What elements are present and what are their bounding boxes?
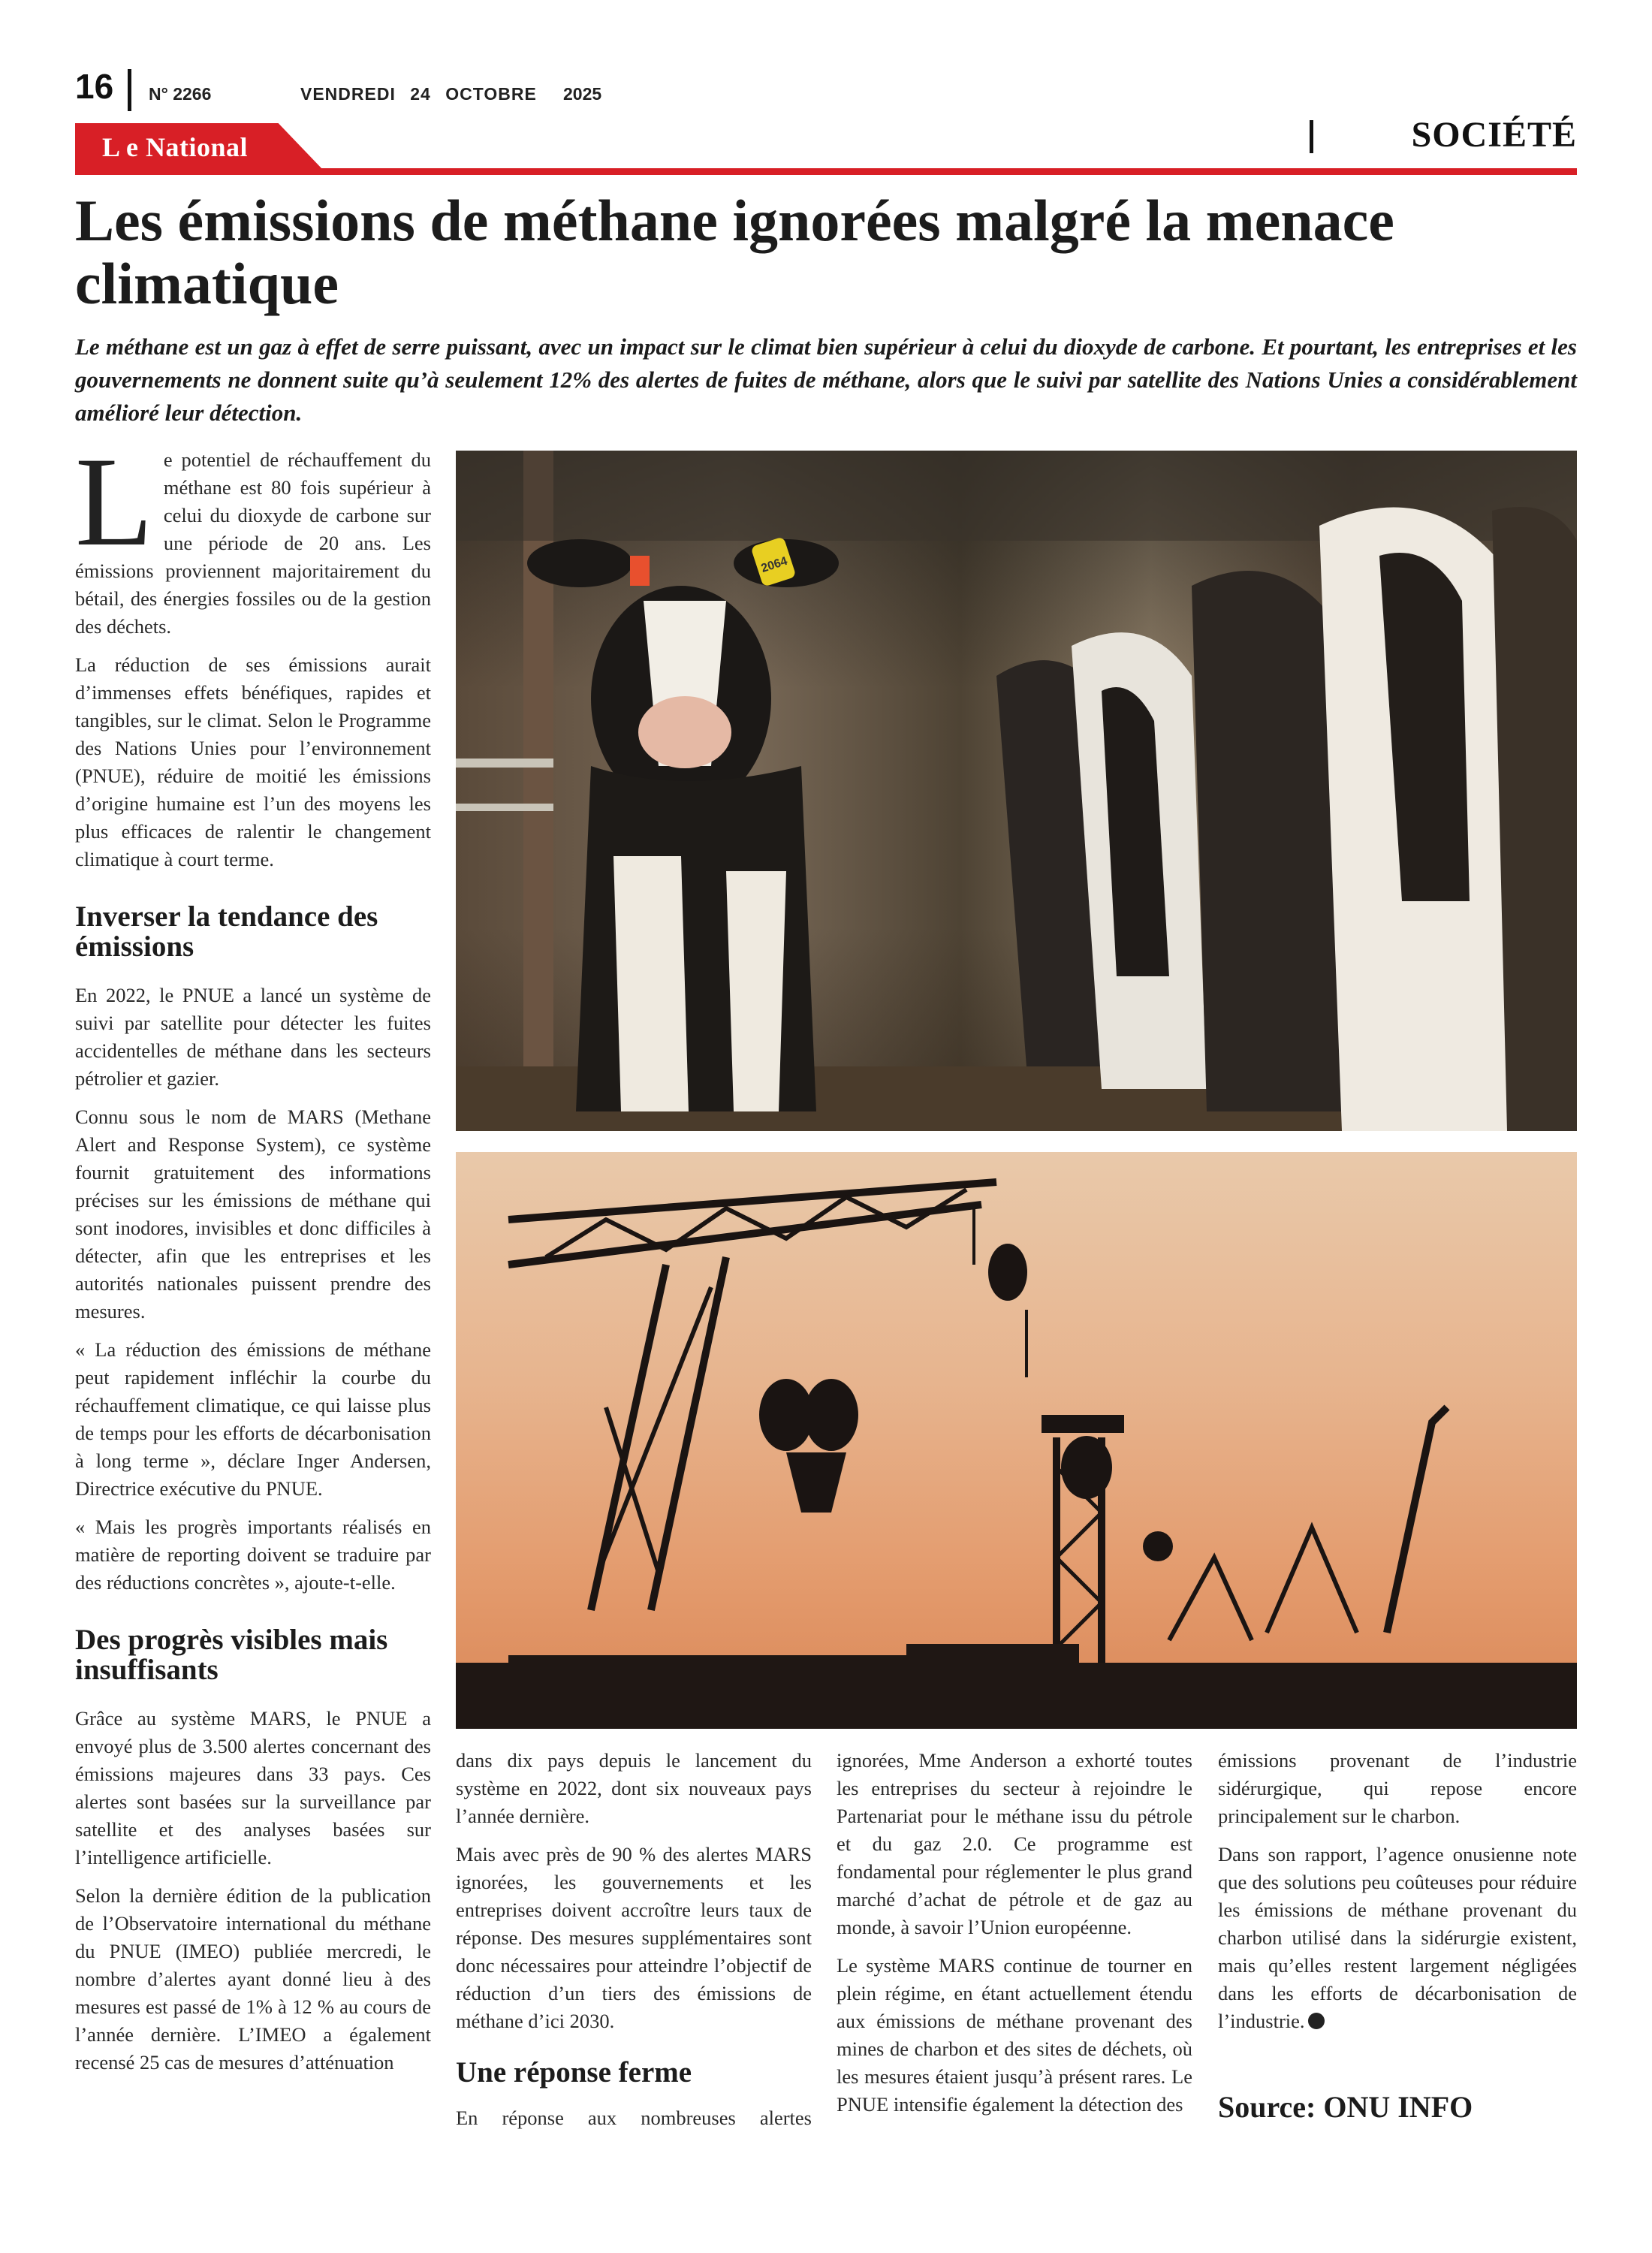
cow-muzzle <box>638 696 731 768</box>
grab-bucket <box>786 1452 846 1513</box>
cows-photo-illustration <box>456 451 1577 1131</box>
paragraph: En réponse aux nombreuses alertes <box>456 2107 812 2129</box>
crane-silhouettes <box>508 1182 1447 1670</box>
column-4 <box>1218 1747 1577 2046</box>
paragraph: ignorées, Mme Anderson a exhorté toutes les entreprises du secteur à rejoindre le Partenariat pour le méthane issu du pétrole et du gaz 2.0. Ce programme est fondamental pour réglementer le plus grand marché d’achat de pétrole et de gaz au monde, à savoir l’Union européenne. <box>837 1749 1192 1938</box>
section-divider <box>1310 120 1313 153</box>
crane-bucket <box>804 1379 858 1451</box>
right-crane-boom <box>1387 1407 1447 1633</box>
article-lede: Le méthane est un gaz à effet de serre puissant, avec un impact sur le climat bien supérieur à celui du dioxyde de carbone. Et pourtant, les entreprises et les gouvernements ne donnent suite qu’à seulement 12% des alertes de fuites de méthane, alors que le suivi par satellite des Nations Unies a considérablement amélioré leur détection. <box>75 333 1577 426</box>
paragraph: « Mais les progrès importants réalisés en matière de reporting doivent se traduire par des réductions concrètes », ajoute-t-elle. <box>75 1516 431 1594</box>
rail <box>456 804 553 811</box>
cow-leg <box>726 871 786 1111</box>
cow-leg <box>613 856 689 1111</box>
article-source: Source: ONU INFO <box>1218 2090 1473 2124</box>
paragraph: Le système MARS continue de tourner en plein régime, en étant actuellement étendu aux émissions de méthane provenant des mines de charbon et des sites de déchets, où les mesures étaient jusqu’à présent rares. Le PNUE intensifie également la détection des <box>837 1954 1192 2116</box>
header-divider <box>128 69 131 111</box>
paragraph: En 2022, le PNUE a lancé un système de suivi par satellite pour détecter les fuites accidentelles de méthane dans les secteurs pétrolier et gazier. <box>75 984 431 1090</box>
crane-hook <box>988 1244 1027 1301</box>
issue-date: VENDREDI 24 OCTOBRE <box>300 84 537 104</box>
subheading: Inverser la tendance des émissions <box>75 900 378 963</box>
cranes-photo-illustration <box>456 1152 1577 1729</box>
paragraph: dans dix pays depuis le lancement du système en 2022, dont six nouveaux pays l’année dernière. <box>456 1749 812 1827</box>
right-crane-frame <box>1267 1528 1357 1633</box>
subheading: Des progrès visibles mais insuffisants <box>75 1624 388 1686</box>
brand-name: L e National <box>102 132 249 162</box>
end-mark-icon <box>1308 2013 1325 2029</box>
cow-ear <box>527 539 632 587</box>
ear-tag-number: 2064 <box>759 554 789 575</box>
paragraph-text: Dans son rapport, l’agence onusienne note que des solutions peu coûteuses pour réduire les émissions de méthane provenant du charbon utilisé dans la sidérurgie existent, mais qu’elles restent largement négligées dans les efforts de décarbonisation de l’industrie. <box>1218 1843 1577 2032</box>
tower-platform <box>1042 1415 1124 1433</box>
crane-leg <box>651 1257 726 1610</box>
column-1 <box>75 431 431 2087</box>
page-number: 16 <box>75 67 114 106</box>
paragraph: Selon la dernière édition de la publication de l’Observatoire international du méthane du PNUE (IMEO) publiée mercredi, le nombre d’alertes ayant donné lieu à des mesures est passé de 1% à 12 % au cours de l’année dernière. L’IMEO a également recensé 25 cas de mesures d’atténuation <box>75 1884 431 2074</box>
building <box>508 1655 929 1670</box>
paragraph-text: e potentiel de réchauffement du méthane est 80 fois supérieur à celui du dioxyde de carbone sur une période de 20 ans. Les émissions proviennent majoritairement du bétail, des énergies fossiles ou de la gestion des déchets. <box>75 448 431 638</box>
paragraph: Grâce au système MARS, le PNUE a envoyé plus de 3.500 alertes concernant des émissions majeures dans 33 pays. Ces alertes sont basées sur la surveillance par satellite et des analyses basées sur l’intelligence artificielle. <box>75 1707 431 1868</box>
section-name: SOCIÉTÉ <box>1411 115 1577 155</box>
cranes-photo <box>456 1152 1577 1729</box>
rail <box>456 759 553 768</box>
issue-year: 2025 <box>563 84 602 104</box>
column-3 <box>837 1747 1192 2129</box>
paragraph: « La réduction des émissions de méthane peut rapidement infléchir la courbe du réchauffement climatique, ce qui laisse plus de temps pour les efforts de décarbonisation à long terme », déclare Inger Andersen, Directrice exécutive du PNUE. <box>75 1338 431 1500</box>
building <box>906 1644 1079 1674</box>
paragraph <box>75 431 431 641</box>
drop-cap: L <box>75 431 153 572</box>
paragraph <box>1218 1841 1577 2035</box>
header-rule <box>75 168 1577 175</box>
paragraph: Mais avec près de 90 % des alertes MARS ignorées, les gouvernements et les entreprises doivent accroître leurs taux de réponse. Des mesures supplémentaires sont donc nécessaires pour atteindre l’objectif de réduction d’un tiers des émissions de méthane d’ici 2030. <box>456 1843 812 2032</box>
paragraph: émissions provenant de l’industrie sidérurgique, qui repose encore principalement sur le charbon. <box>1218 1749 1577 1827</box>
paragraph: Connu sous le nom de MARS (Methane Alert and Response System), ce système fournit gratuitement des informations précises sur les émissions de méthane qui sont inodores, invisibles et donc difficiles à détecter, afin que les entreprises et les autorités nationales puissent prendre des mesures. <box>75 1105 431 1323</box>
issue-number: N° 2266 <box>149 84 212 104</box>
ear-tag <box>630 556 650 586</box>
right-crane-frame <box>1169 1558 1252 1640</box>
article-title: Les émissions de méthane ignorées malgré la menace climatique <box>75 188 1394 316</box>
paragraph: La réduction de ses émissions aurait d’immenses effets bénéfiques, rapides et tangibles, sur le climat. Selon le Programme des Nations Unies pour l’environnement (PNUE), réduire de moitié les émissions d’origine humaine est l’un des moyens les plus efficaces de ralentir le changement climatique à court terme. <box>75 653 431 870</box>
radar-dish <box>1143 1531 1173 1561</box>
column-2 <box>456 1747 812 2143</box>
radar-dish <box>1061 1436 1112 1499</box>
subheading: Une réponse ferme <box>456 2056 692 2089</box>
cows-photo <box>456 451 1577 1131</box>
